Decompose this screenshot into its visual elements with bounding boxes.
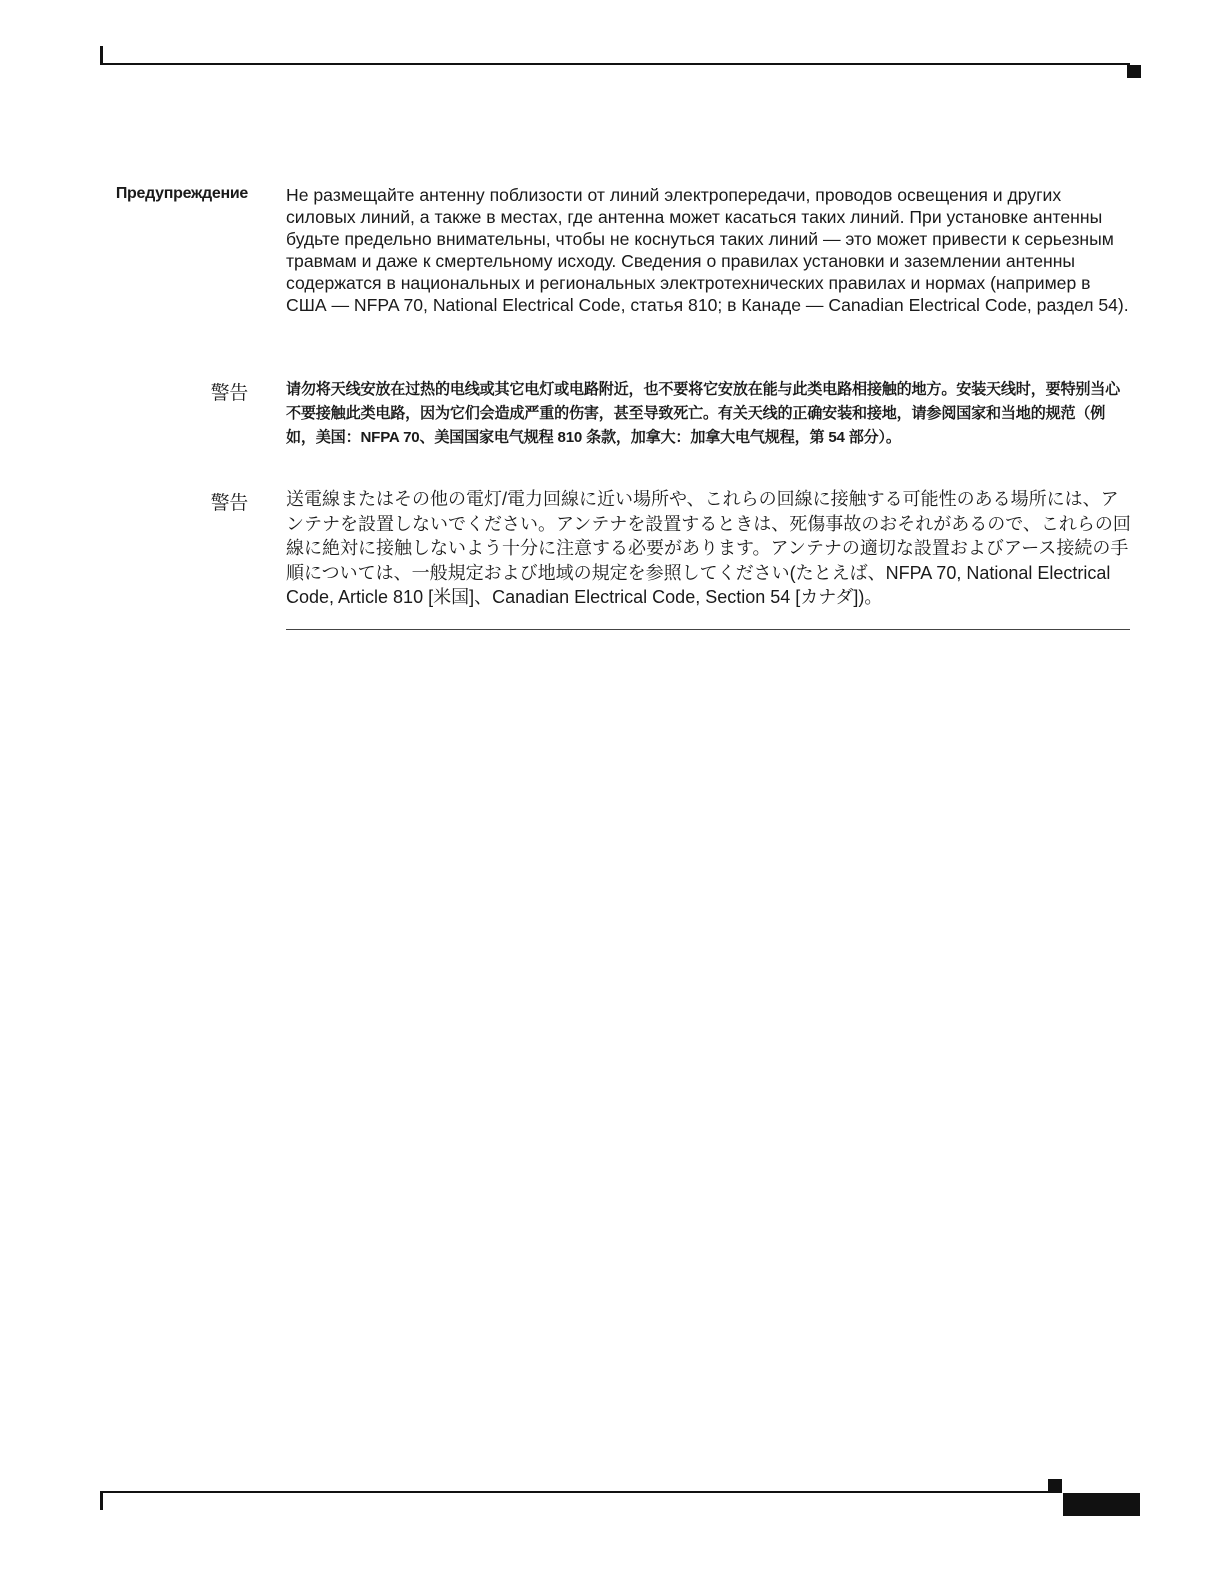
footer-page-tab bbox=[1063, 1493, 1140, 1516]
footer-rule bbox=[100, 1491, 1062, 1493]
header-corner-mark bbox=[1127, 65, 1141, 78]
warning-text: Не размещайте антенну поблизости от линий электропередачи, проводов освещения и других силовых линий, а также в местах, где антенна может касаться таких линий. При установке антенны будьте предельно внимательны, чтобы не коснуться таких линий — это может привести к серьезным травмам и даже к смертельному исходу. Сведения о правилах установки и заземлении антенны содержатся в национальных и региональных электротехнических правилах и нормах (например в США — NFPA 70, National Electrical Code, статья 810; в Канаде — Canadian Electrical Code, раздел 54). bbox=[286, 185, 1129, 315]
warning-text: 请勿将天线安放在过热的电线或其它电灯或电路附近，也不要将它安放在能与此类电路相接触的地方。安装天线时，要特别当心不要接触此类电路，因为它们会造成严重的伤害，甚至导致死亡。有关天线的正确安装和接地，请参阅国家和当地的规范（例如，美国：NFPA 70、美国国家电气规程 810 条款，加拿大：加拿大电气规程，第 54 部分）。 bbox=[286, 381, 1121, 447]
header-rule bbox=[100, 63, 1130, 65]
footer-tick-mark bbox=[100, 1493, 103, 1510]
section-end-rule bbox=[286, 629, 1130, 630]
warning-label: 警告 bbox=[210, 383, 248, 404]
warning-text: 送電線またはその他の電灯/電力回線に近い場所や、これらの回線に接触する可能性のある場所には、アンテナを設置しないでください。アンテナを設置するときは、死傷事故のおそれがあるので、これらの回線に絶対に接触しないよう十分に注意する必要があります。アンテナの適切な設置およびアース接続の手順については、一般規定および地域の規定を参照してください(たとえば、NFPA 70, National Electrical Code, Article 810 [米国]、Canadian Electrical Code, Section 54 [カナダ])。 bbox=[286, 489, 1131, 607]
footer-corner-mark bbox=[1048, 1479, 1062, 1491]
warning-label: Предупреждение bbox=[115, 185, 248, 202]
warning-label: 警告 bbox=[210, 493, 248, 514]
